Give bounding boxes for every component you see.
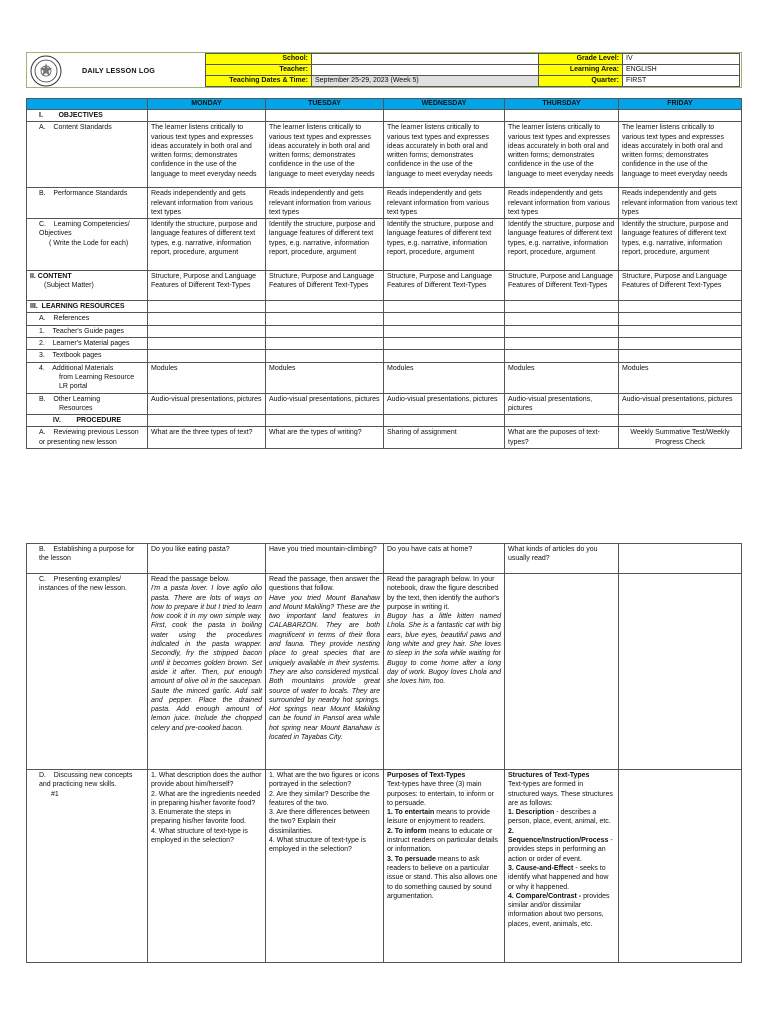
objectives-row [27,110,742,122]
row-label: II. CONTENT (Subject Matter) [27,271,148,301]
row-label: B. Other Learning Resources [27,393,148,415]
row-label: C. Learning Competencies/ Objectives ( Write the Lode for each) [27,219,148,271]
header-row [206,54,740,65]
cell: Reads independently and gets relevant information from various text types [148,188,266,219]
learning-area-label: Learning Area: [539,65,623,76]
cell: 1. What description does the author provide about him/herself? 2. What are the ingredients needed in preparing his/her favorite food? 3. Enumerate the steps in preparing his/her favorite food. 4. What structure of text-type is employed in the selection? [148,770,266,963]
cell: Read the passage, then answer the questions that follow. Have you tried Mount Banahaw and Mount Makiling? These are the two important land features in CALABARZON. They are both magnificent in terms of their flora and fauna. They provide nesting place to great species that are uniquely available in their systems. They are also considered mystical. Both mountains provide great source of water to locals. They are surrounded by nearby hot springs. Hot springs near Mount Makiling can be found in Pansol area while hot spring near Mount Banahaw is located in Tayabas City. [266,574,384,770]
cell: Modules [148,362,266,393]
content-standards-row [27,122,742,188]
row-label: B. Performance Standards [27,188,148,219]
row-label: B. Establishing a purpose for the lesson [27,544,148,574]
cell: Identify the structure, purpose and language features of different text types, e.g. narrative, information report, procedure, argument [505,219,619,271]
school-label: School: [206,54,312,65]
cell: The learner listens critically to various text types and expresses ideas accurately in both oral and written forms; demonstrates confidence in the use of the language to meet everyday needs [505,122,619,188]
cell: 1. What are the two figures or icons portrayed in the selection? 2. Are they similar? Describe the features of the two. 3. Are there differences between the two? Explain their dissimilarities. 4. What structure of text-type is employed in the selection? [266,770,384,963]
day-header: FRIDAY [619,99,742,110]
teacher-value [312,65,539,76]
discussion-row [27,770,742,963]
cell: Identify the structure, purpose and language features of different text types, e.g. narrative, information report, procedure, argument [266,219,384,271]
cell: Audio-visual presentations, pictures [384,393,505,415]
lesson-log-table-2 [26,543,742,963]
lesson-log-table-1 [26,98,742,449]
cell: The learner listens critically to various text types and expresses ideas accurately in both oral and written forms; demonstrates confidence in the use of the language to meet everyday needs [619,122,742,188]
row-label: A. References [27,313,148,325]
cell: Audio-visual presentations, pictures [148,393,266,415]
competencies-row [27,219,742,271]
row-label: 1. Teacher's Guide pages [27,325,148,337]
cell [619,544,742,574]
quarter-label: Quarter: [539,76,623,87]
grade-level-value: IV [623,54,740,65]
row-label: A. Reviewing previous Lesson or presenting new lesson [27,427,148,449]
row-label: 3. Textbook pages [27,350,148,362]
learning-area-value: ENGLISH [623,65,740,76]
references-row [27,313,742,325]
deped-seal-icon [30,55,62,87]
day-header-row [27,99,742,110]
cell: What are the types of writing? [266,427,384,449]
day-header: TUESDAY [266,99,384,110]
review-row [27,427,742,449]
cell: Audio-visual presentations, pictures [505,393,619,415]
other-resources-row [27,393,742,415]
cell: Audio-visual presentations, pictures [619,393,742,415]
cell: Weekly Summative Test/Weekly Progress Check [619,427,742,449]
cell: Modules [384,362,505,393]
learning-resources-row [27,301,742,313]
cell: Structure, Purpose and Language Features of Different Text-Types [505,271,619,301]
purpose-row [27,544,742,574]
row-label: 4. Additional Materials from Learning Resource LR portal [27,362,148,393]
section-label: IV. PROCEDURE [27,415,148,427]
cell: Reads independently and gets relevant information from various text types [619,188,742,219]
cell: What kinds of articles do you usually read? [505,544,619,574]
day-header: THURSDAY [505,99,619,110]
quarter-value: FIRST [623,76,740,87]
examples-row [27,574,742,770]
cell: Read the passage below. I'm a pasta lover. I love aglio olio pasta. There are lots of ways on how to prepare it but I tried to learn how cook it in my own simple way. First, cook the pasta in boiling water using the procedures indicated in the pasta wrapper. Secondly, fry the stripped bacon until it becomes golden brown. Set aside it after. Then, put enough amount of olive oil in the saucepan. Saute the minced garlic. Add salt and pepper. Place the drained pasta. Add enough amount of lemon juice. Include the chopped celery and pre-cooked bacon. [148,574,266,770]
cell: Modules [619,362,742,393]
document-title: DAILY LESSON LOG [82,66,156,75]
header-row [206,65,740,76]
cell: Structure, Purpose and Language Features of Different Text-Types [148,271,266,301]
cell: Reads independently and gets relevant information from various text types [384,188,505,219]
cell: Structure, Purpose and Language Features of Different Text-Types [619,271,742,301]
cell: Structures of Text-Types Text-types are formed in structured ways. These structures are as follows: 1. Description - describes a person, place, event, animal, etc. 2. Sequence/Instruction/Process - provides steps in performing an action or order of event. 3. Cause-and-Effect - seeks to identify what happened and how or why it happened. 4. Compare/Contrast - provides similar and/or dissimilar information about two persons, places, event, animals, etc. [505,770,619,963]
section-label: III. LEARNING RESOURCES [27,301,148,313]
cell: Structure, Purpose and Language Features of Different Text-Types [384,271,505,301]
learners-material-row [27,338,742,350]
cell: Audio-visual presentations, pictures [266,393,384,415]
cell: What are the puposes of text-types? [505,427,619,449]
cell: Purposes of Text-Types Text-types have three (3) main purposes: to entertain, to inform or to persuade. 1. To entertain means to provide leisure or enjoyment to readers. 2. To inform means to educate or instruct readers on particular details or information. 3. To persuade means to ask readers to believe on a particular issue or stand. This also allows one to do something caused by sound argumentation. [384,770,505,963]
teacher-label: Teacher: [206,65,312,76]
cell: Do you have cats at home? [384,544,505,574]
cell: Modules [505,362,619,393]
procedure-row [27,415,742,427]
row-label: C. Presenting examples/ instances of the new lesson. [27,574,148,770]
header-row [206,76,740,87]
teachers-guide-row [27,325,742,337]
header-info-table [205,53,740,87]
cell: Identify the structure, purpose and language features of different text types, e.g. narrative, information report, procedure, argument [148,219,266,271]
performance-standards-row [27,188,742,219]
cell: Modules [266,362,384,393]
teaching-dates-label: Teaching Dates & Time: [206,76,312,87]
school-value [312,54,539,65]
row-label: A. Content Standards [27,122,148,188]
cell: The learner listens critically to various text types and expresses ideas accurately in both oral and written forms; demonstrates confidence in the use of the language to meet everyday needs [266,122,384,188]
row-label: D. Discussing new concepts and practicing new skills. #1 [27,770,148,963]
additional-materials-row [27,362,742,393]
content-row [27,271,742,301]
textbook-row [27,350,742,362]
cell: Do you like eating pasta? [148,544,266,574]
cell: The learner listens critically to various text types and expresses ideas accurately in both oral and written forms; demonstrates confidence in the use of the language to meet everyday needs [148,122,266,188]
cell: Identify the structure, purpose and language features of different text types, e.g. narrative, information report, procedure, argument [619,219,742,271]
row-label: 2. Learner's Material pages [27,338,148,350]
cell: Read the paragraph below. In your notebook, draw the figure described by the text, then identify the author's purpose in writing it. Bugoy has a little kitten named Lhola. She is a fantastic cat with big ears, blue eyes, beautiful paws and long white and grey hair. She loves to sleep in the sofa while waiting for Bugoy to come home after a long day of work. Bugoy loves Lhola and she loves him, too. [384,574,505,770]
cell: Reads independently and gets relevant information from various text types [266,188,384,219]
grade-level-label: Grade Level: [539,54,623,65]
day-header: WEDNESDAY [384,99,505,110]
cell: Reads independently and gets relevant information from various text types [505,188,619,219]
cell: Structure, Purpose and Language Features of Different Text-Types [266,271,384,301]
cell: Identify the structure, purpose and language features of different text types, e.g. narrative, information report, procedure, argument [384,219,505,271]
cell: Have you tried mountain-climbing? [266,544,384,574]
teaching-dates-value: September 25-29, 2023 (Week 5) [312,76,539,87]
cell: What are the three types of text? [148,427,266,449]
cell: The learner listens critically to various text types and expresses ideas accurately in both oral and written forms; demonstrates confidence in the use of the language to meet everyday needs [384,122,505,188]
section-label: I. OBJECTIVES [27,110,148,122]
cell: Sharing of assignment [384,427,505,449]
day-header: MONDAY [148,99,266,110]
